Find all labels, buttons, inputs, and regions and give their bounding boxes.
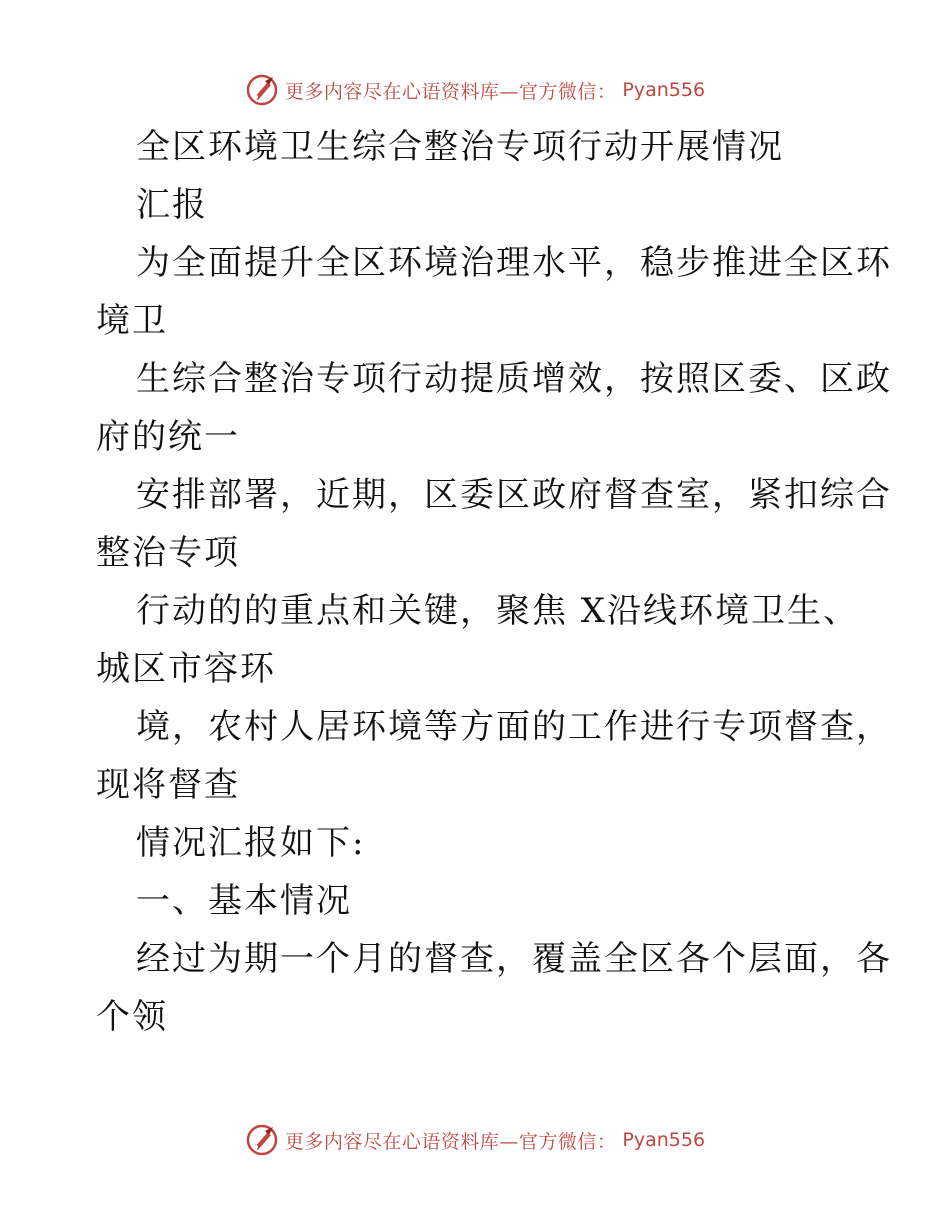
quill-pen-logo-icon [245, 73, 279, 107]
doc-text-line: 整治专项 [96, 533, 240, 573]
doc-text-line: 为全面提升全区环境治理水平，稳步推进全区环 [136, 243, 892, 283]
doc-text-line: 境，农村人居环境等方面的工作进行专项督查， [136, 707, 892, 747]
watermark-text: 更多内容尽在心语资料库—官方微信： [284, 80, 617, 103]
document-body [96, 118, 892, 1046]
doc-text-line: 生综合整治专项行动提质增效，按照区委、区政 [136, 359, 892, 399]
doc-text-line: 行动的的重点和关键，聚焦 X沿线环境卫生、 [136, 591, 860, 631]
footer-watermark-banner [0, 1120, 950, 1160]
quill-pen-logo-icon [245, 1123, 279, 1157]
header-watermark-banner [0, 70, 950, 110]
doc-text-line: 个领 [96, 997, 168, 1037]
watermark-wechat-id: Pyan556 [622, 1129, 706, 1151]
section-heading: 一、基本情况 [136, 881, 352, 921]
doc-text-line: 情况汇报如下: [136, 823, 366, 863]
doc-text-line: 现将督查 [96, 765, 240, 805]
doc-text-line: 城区市容环 [96, 649, 276, 689]
doc-text-line: 安排部署，近期，区委区政府督查室，紧扣综合 [136, 475, 892, 515]
doc-text-line: 境卫 [96, 301, 168, 341]
doc-text-line: 府的统一 [96, 417, 240, 457]
doc-text-line: 经过为期一个月的督查，覆盖全区各个层面，各 [136, 939, 892, 979]
watermark-wechat-id: Pyan556 [622, 79, 706, 101]
doc-title-line-2: 汇报 [136, 185, 208, 225]
doc-title-line-1: 全区环境卫生综合整治专项行动开展情况 [136, 127, 784, 167]
watermark-text: 更多内容尽在心语资料库—官方微信： [284, 1130, 617, 1153]
